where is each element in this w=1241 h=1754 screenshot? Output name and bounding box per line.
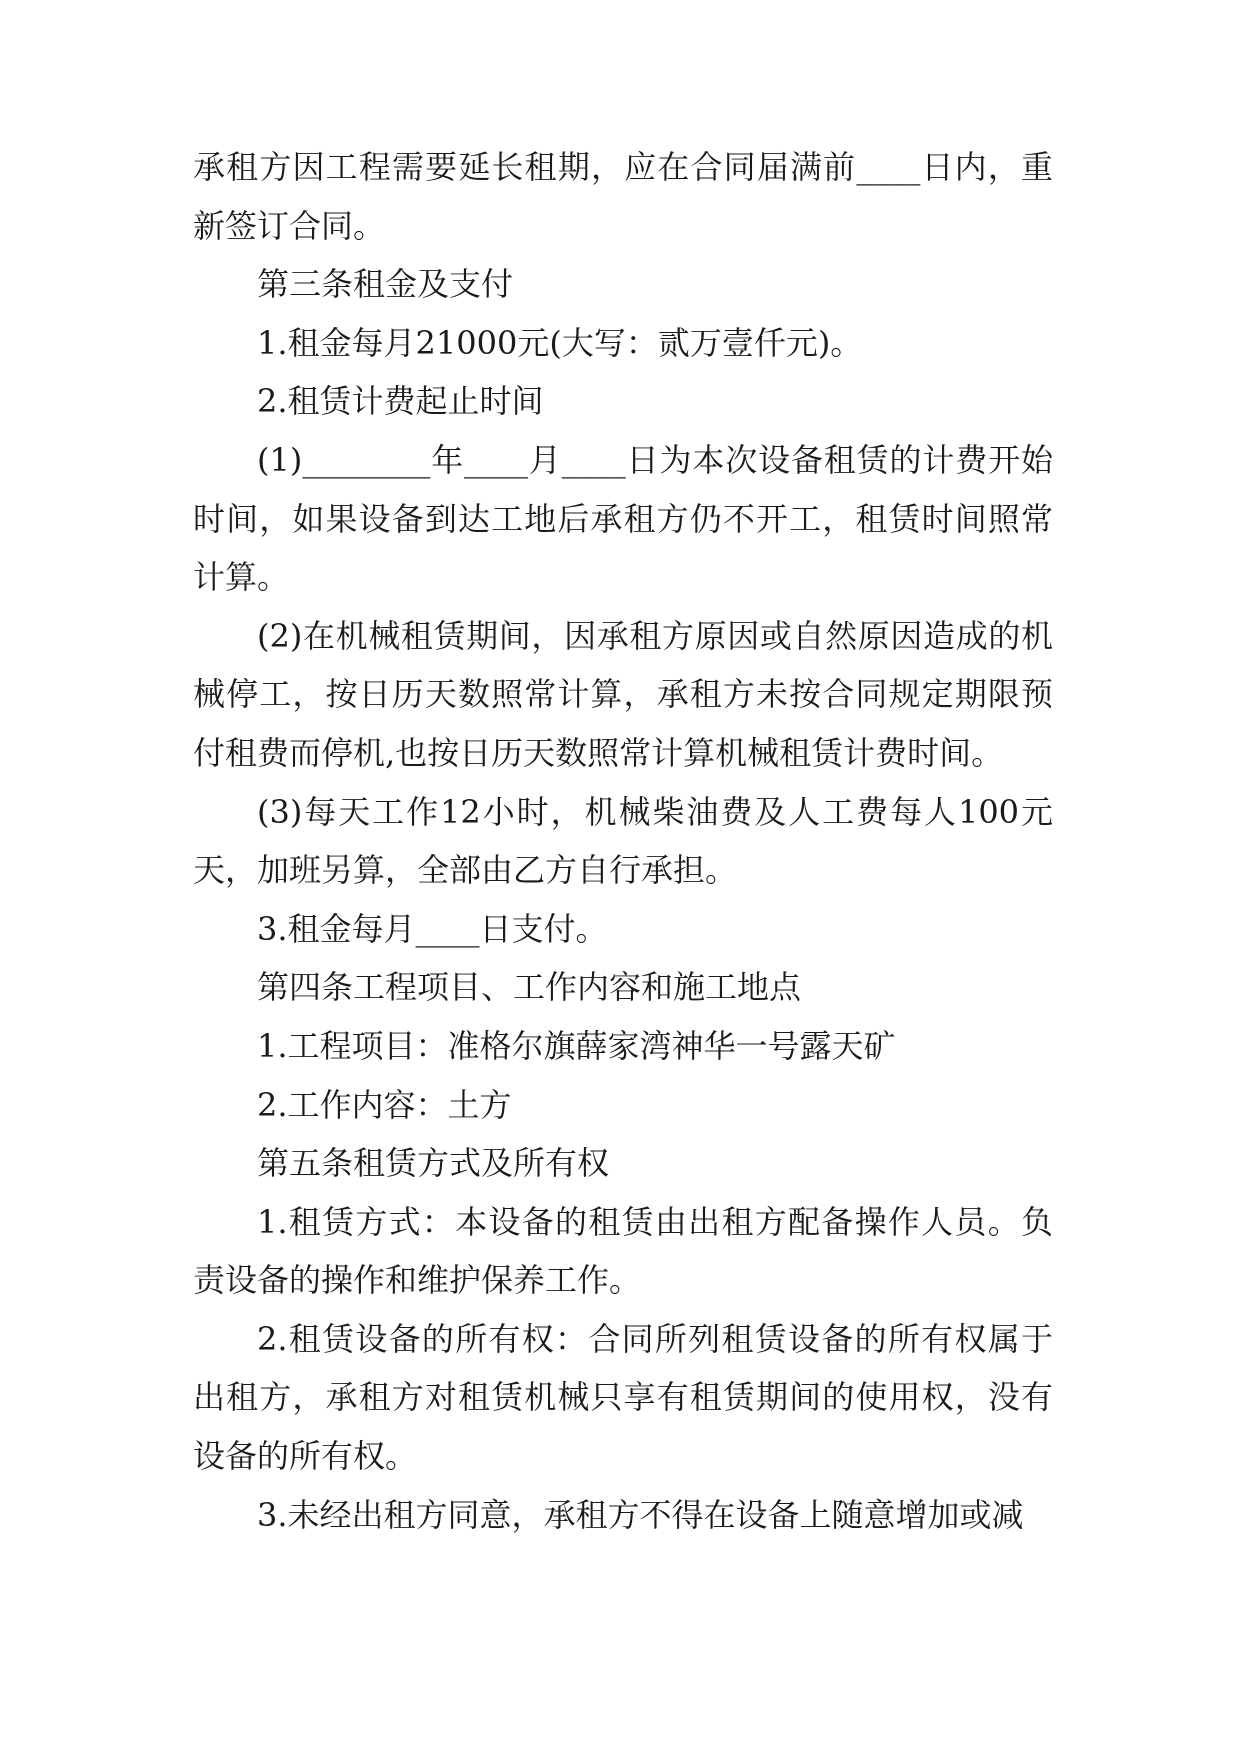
paragraph: 3.租金每月____日支付。 — [257, 909, 608, 948]
paragraph: 2.工作内容：土方 — [257, 1085, 512, 1124]
paragraph: (1)________年____月____日为本次设备租赁的计费开始时间，如果设备到达工地后承租方仍不开工，租赁时间照常计算。 — [193, 440, 1053, 597]
paragraph: 1.工程项目：准格尔旗薛家湾神华一号露天矿 — [257, 1026, 896, 1065]
paragraph: 1.租金每月21000元(大写：贰万壹仟元)。 — [257, 323, 863, 362]
section-heading: 第三条租金及支付 — [257, 265, 514, 304]
paragraph: 3.未经出租方同意，承租方不得在设备上随意增加或减 — [257, 1495, 1024, 1534]
paragraph: (2)在机械租赁期间，因承租方原因或自然原因造成的机械停工，按日历天数照常计算，承租方未按合同规定期限预付租费而停机,也按日历天数照常计算机械租赁计费时间。 — [193, 616, 1053, 772]
paragraph: 承租方因工程需要延长租期，应在合同届满前____日内，重新签订合同。 — [193, 148, 1053, 245]
section-heading: 第五条租赁方式及所有权 — [257, 1144, 610, 1183]
paragraph: 2.租赁计费起止时间 — [257, 382, 544, 421]
paragraph: (3)每天工作12小时，机械柴油费及人工费每人100元天，加班另算，全部由乙方自行承担。 — [193, 792, 1053, 890]
paragraph: 1.租赁方式：本设备的租赁由出租方配备操作人员。负责设备的操作和维护保养工作。 — [193, 1202, 1053, 1300]
paragraph: 2.租赁设备的所有权：合同所列租赁设备的所有权属于出租方，承租方对租赁机械只享有租赁期间的使用权，没有设备的所有权。 — [193, 1319, 1053, 1476]
document-page — [193, 138, 1053, 1544]
section-heading: 第四条工程项目、工作内容和施工地点 — [257, 968, 802, 1007]
